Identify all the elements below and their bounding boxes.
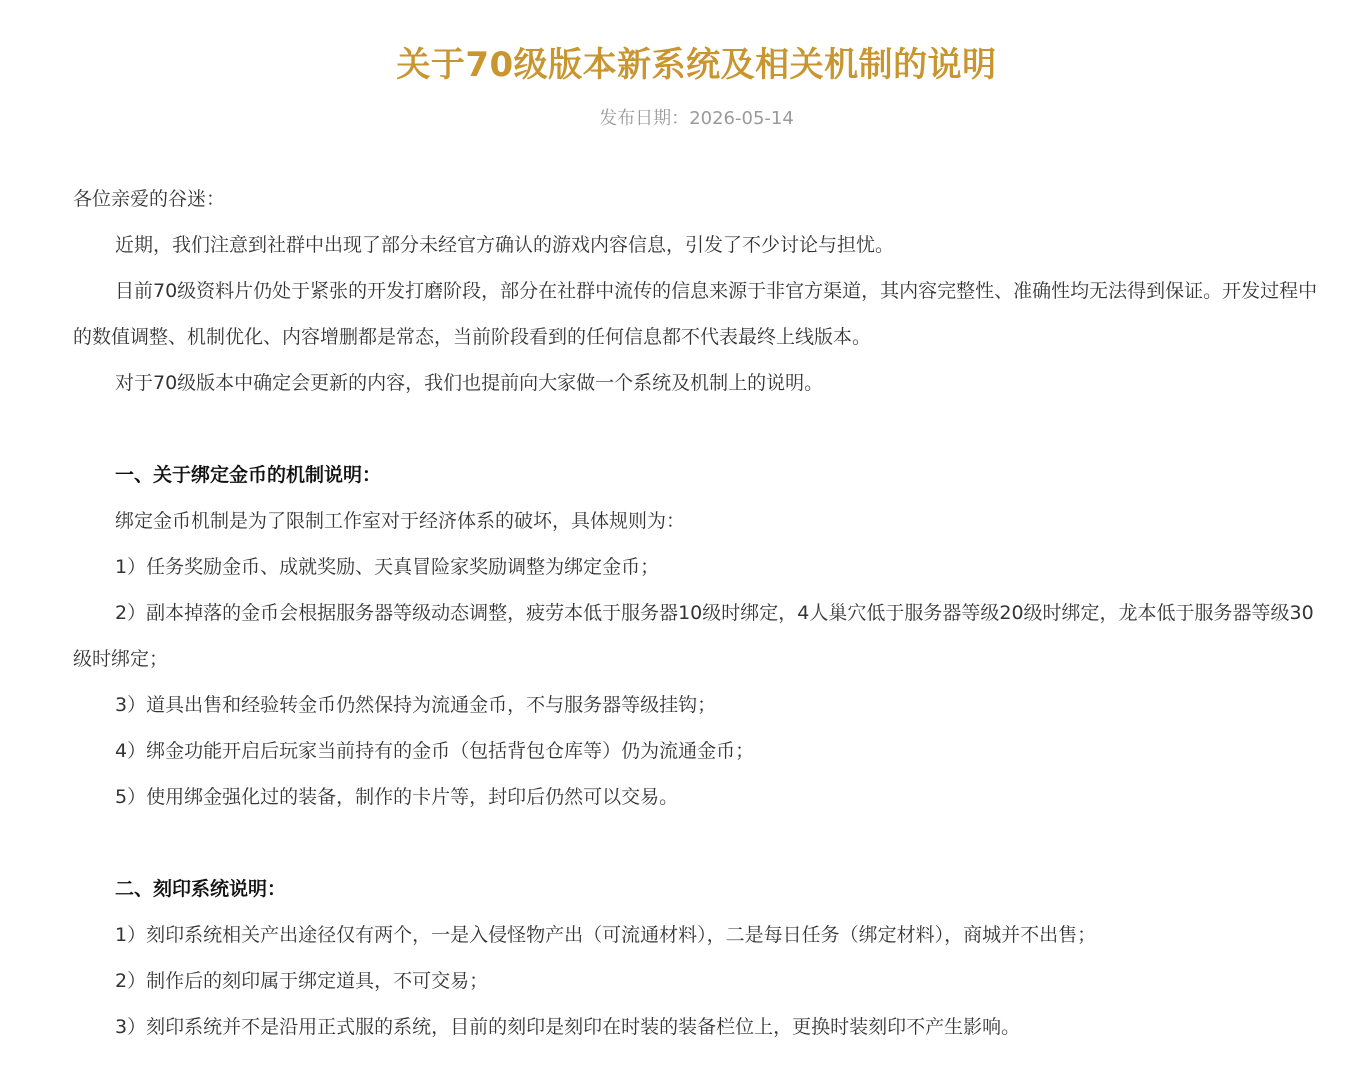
section-heading-engraving: 二、刻印系统说明： (115, 878, 287, 900)
spacer (73, 406, 1320, 452)
paragraph: 近期，我们注意到社群中出现了部分未经官方确认的游戏内容信息，引发了不少讨论与担忧。 (115, 234, 895, 256)
section-heading-bound-gold: 一、关于绑定金币的机制说明： (115, 464, 382, 486)
publish-date (73, 106, 1320, 132)
list-item: 1）任务奖励金币、成就奖励、天真冒险家奖励调整为绑定金币； (115, 556, 660, 578)
section-intro: 绑定金币机制是为了限制工作室对于经济体系的破坏，具体规则为： (115, 510, 686, 532)
list-item: 2）制作后的刻印属于绑定道具，不可交易； (115, 970, 489, 992)
publish-date-value: 2026-05-14 (689, 108, 794, 129)
greeting: 各位亲爱的谷迷： (73, 188, 226, 210)
publish-date-label: 发布日期： (599, 108, 690, 129)
paragraph: 对于70级版本中确定会更新的内容，我们也提前向大家做一个系统及机制上的说明。 (115, 372, 824, 394)
spacer (73, 820, 1320, 866)
list-item: 3）道具出售和经验转金币仍然保持为流通金币，不与服务器等级挂钩； (115, 694, 717, 716)
list-item: 4）绑金功能开启后玩家当前持有的金币（包括背包仓库等）仍为流通金币； (115, 740, 755, 762)
article-body (73, 176, 1320, 1050)
page-title: 关于70级版本新系统及相关机制的说明 (396, 45, 997, 85)
paragraph: 目前70级资料片仍处于紧张的开发打磨阶段，部分在社群中流传的信息来源于非官方渠道，其内容完整性、准确性均无法得到保证。开发过程中的数值调整、机制优化、内容增删都是常态，当前阶段看到的任何信息都不代表最终上线版本。 (73, 280, 1318, 348)
list-item: 1）刻印系统相关产出途径仅有两个，一是入侵怪物产出（可流通材料），二是每日任务（绑定材料），商城并不出售； (115, 924, 1097, 946)
list-item: 5）使用绑金强化过的装备，制作的卡片等，封印后仍然可以交易。 (115, 786, 679, 808)
list-item: 2）副本掉落的金币会根据服务器等级动态调整，疲劳本低于服务器10级时绑定，4人巢穴低于服务器等级20级时绑定，龙本低于服务器等级30级时绑定； (73, 602, 1314, 670)
list-item: 3）刻印系统并不是沿用正式服的系统，目前的刻印是刻印在时装的装备栏位上，更换时装刻印不产生影响。 (115, 1016, 1021, 1038)
